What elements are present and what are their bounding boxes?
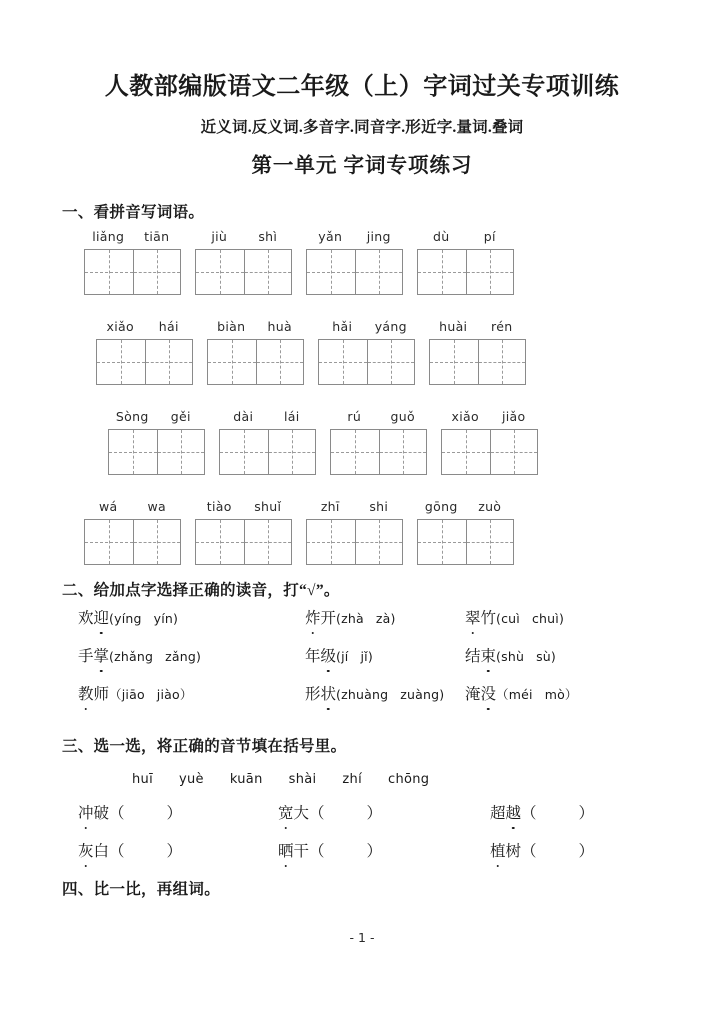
character-writing-cell[interactable]: [244, 250, 292, 294]
reading-choice-row: [0, 608, 724, 646]
character-writing-cell[interactable]: [157, 430, 205, 474]
paren-close: ): [367, 649, 373, 664]
character-writing-box-pair[interactable]: [318, 339, 415, 385]
reading-option[interactable]: zhà: [341, 611, 364, 626]
character-writing-cell[interactable]: [85, 520, 133, 564]
character-writing-box-pair[interactable]: [195, 249, 292, 295]
character-writing-box-pair[interactable]: [195, 519, 292, 565]
reading-option[interactable]: chuì: [531, 611, 559, 626]
syllable-blank-item[interactable]: [278, 841, 382, 863]
paren-open: （: [521, 805, 537, 822]
pinyin-syllable: shì: [258, 229, 278, 244]
character-writing-cell[interactable]: [133, 250, 181, 294]
paren-open: （: [109, 843, 125, 860]
reading-choice-item[interactable]: [305, 646, 373, 668]
character-writing-box-pair[interactable]: [429, 339, 526, 385]
character-writing-cell[interactable]: [220, 430, 268, 474]
character-writing-cell[interactable]: [331, 430, 379, 474]
dotted-character: 掌: [94, 646, 110, 668]
word-character: 形: [305, 686, 321, 703]
reading-option[interactable]: zǎng: [165, 649, 197, 664]
character-writing-cell[interactable]: [319, 340, 367, 384]
character-writing-box-pair[interactable]: [417, 249, 514, 295]
pinyin-syllable: tiān: [144, 229, 170, 244]
pinyin-writing-grids: [0, 228, 724, 588]
section-four-heading: 四、比一比，再组词。: [62, 881, 221, 898]
reading-options: [109, 687, 193, 702]
syllable-blank-item[interactable]: [78, 841, 182, 863]
word-character: 竹: [480, 610, 497, 627]
word-character: 大: [293, 805, 310, 822]
pinyin-label: [417, 228, 514, 246]
pinyin-word-group: [195, 228, 292, 295]
character-writing-cell[interactable]: [244, 520, 292, 564]
dotted-character: 灰: [78, 841, 94, 863]
word-character: 破: [93, 805, 110, 822]
paren-close: ）: [179, 687, 193, 702]
pinyin-word-group: [429, 318, 526, 385]
character-writing-cell[interactable]: [256, 340, 304, 384]
pinyin-label: [84, 228, 181, 246]
character-writing-cell[interactable]: [97, 340, 145, 384]
paren-open: (: [336, 687, 342, 702]
character-writing-cell[interactable]: [379, 430, 427, 474]
reading-choice-item[interactable]: [78, 608, 178, 630]
pinyin-syllable: wa: [147, 499, 166, 514]
reading-choice-item[interactable]: [465, 646, 556, 668]
character-writing-cell[interactable]: [355, 250, 403, 294]
paren-close: ): [558, 611, 565, 626]
pinyin-label: [441, 408, 538, 426]
pinyin-word-group: [84, 498, 181, 565]
word-character: 淹: [465, 686, 481, 703]
section-one-heading: 一、看拼音写词语。: [62, 204, 205, 221]
pinyin-label: [318, 318, 415, 336]
pinyin-grid-row: [0, 318, 724, 408]
pinyin-word-group: [306, 498, 403, 565]
character-writing-cell[interactable]: [196, 520, 244, 564]
paren-close: ): [196, 649, 202, 664]
pinyin-label: [306, 228, 403, 246]
pinyin-syllable: biàn: [217, 319, 246, 334]
syllable-blank-row: [0, 841, 724, 879]
paren-close: ): [173, 611, 179, 626]
reading-choice-item[interactable]: [305, 684, 444, 706]
syllable-blank-item[interactable]: [278, 803, 382, 825]
reading-option[interactable]: yíng: [114, 611, 142, 626]
dotted-character: 宽: [278, 803, 294, 825]
pinyin-syllable: gōng: [424, 499, 458, 514]
pinyin-word-group: [330, 408, 427, 475]
character-writing-cell[interactable]: [355, 520, 403, 564]
pinyin-syllable: zhī: [320, 499, 340, 514]
pinyin-word-group: [108, 408, 205, 475]
pinyin-syllable: rú: [347, 409, 362, 424]
syllable-blank-item[interactable]: [490, 841, 594, 863]
pinyin-syllable: dù: [433, 229, 450, 244]
pinyin-word-group: [96, 318, 193, 385]
reading-option[interactable]: cuì: [501, 611, 520, 626]
dotted-character: 教: [78, 684, 94, 706]
reading-options: [109, 649, 201, 664]
page-subtitle: 近义词.反义词.多音字.同音字.形近字.量词.叠词: [200, 119, 524, 136]
pinyin-syllable: tiào: [206, 499, 232, 514]
pinyin-syllable: dài: [233, 409, 254, 424]
character-writing-cell[interactable]: [478, 340, 526, 384]
pinyin-label: [429, 318, 526, 336]
paren-open: (: [496, 649, 502, 664]
syllable-blank-item[interactable]: [78, 803, 182, 825]
character-writing-cell[interactable]: [196, 250, 244, 294]
word-character: 干: [293, 843, 310, 860]
pinyin-label: [195, 228, 292, 246]
pinyin-label: [306, 498, 403, 516]
character-writing-cell[interactable]: [466, 520, 514, 564]
answer-blank[interactable]: [309, 805, 382, 822]
character-writing-cell[interactable]: [466, 250, 514, 294]
dotted-character: 冲: [78, 803, 94, 825]
pinyin-syllable: liǎng: [92, 229, 125, 244]
character-writing-cell[interactable]: [367, 340, 415, 384]
paren-open: （: [496, 687, 509, 702]
character-writing-cell[interactable]: [418, 250, 466, 294]
paren-close: ）: [578, 805, 595, 822]
pinyin-syllable: shi: [369, 499, 389, 514]
reading-option[interactable]: jí: [341, 649, 349, 664]
paren-open: （: [109, 805, 125, 822]
reading-option[interactable]: shù: [501, 649, 525, 664]
character-writing-box-pair[interactable]: [306, 249, 403, 295]
pinyin-syllable: xiǎo: [451, 409, 479, 424]
character-writing-box-pair[interactable]: [96, 339, 193, 385]
character-writing-box-pair[interactable]: [417, 519, 514, 565]
syllable-option[interactable]: zhí: [342, 772, 362, 787]
pinyin-syllable: jiǎo: [502, 409, 526, 424]
pinyin-syllable: jing: [366, 229, 391, 244]
word-character: 树: [505, 843, 522, 860]
pinyin-word-group: [84, 228, 181, 295]
answer-blank[interactable]: [309, 843, 382, 860]
reading-choice-item[interactable]: [305, 608, 396, 630]
word-character: 师: [93, 686, 110, 703]
character-writing-cell[interactable]: [490, 430, 538, 474]
unit-title: 第一单元 字词专项练习: [251, 155, 473, 177]
pinyin-syllable: wá: [99, 499, 118, 514]
pinyin-label: [108, 408, 205, 426]
pinyin-syllable: yáng: [374, 319, 407, 334]
pinyin-word-group: [318, 318, 415, 385]
section-three-heading: 三、选一选，将正确的音节填在括号里。: [62, 738, 347, 755]
pinyin-syllable: guǒ: [390, 409, 415, 424]
paren-close: ）: [166, 843, 183, 860]
pinyin-label: [330, 408, 427, 426]
paren-open: (: [336, 649, 342, 664]
paren-close: ）: [366, 843, 383, 860]
character-writing-cell[interactable]: [109, 430, 157, 474]
paren-open: (: [496, 611, 502, 626]
dotted-character: 晒: [278, 841, 294, 863]
character-writing-cell[interactable]: [268, 430, 316, 474]
syllable-blank-row: [0, 803, 724, 841]
pinyin-label: [84, 498, 181, 516]
paren-close: ）: [564, 687, 578, 702]
pinyin-syllable: huà: [267, 319, 292, 334]
reading-option[interactable]: zà: [375, 611, 391, 626]
pinyin-word-group: [207, 318, 304, 385]
reading-options: [109, 611, 178, 626]
syllable-option[interactable]: yuè: [179, 772, 204, 787]
word-character: 年: [305, 648, 321, 665]
reading-option[interactable]: jiào: [156, 687, 180, 702]
dotted-character: 炸: [305, 608, 321, 630]
pinyin-grid-row: [0, 228, 724, 318]
reading-option[interactable]: zuàng: [400, 687, 440, 702]
dotted-character: 翠: [465, 608, 481, 630]
dotted-character: 级: [321, 646, 337, 668]
answer-blank[interactable]: [109, 843, 182, 860]
reading-option[interactable]: jiāo: [121, 687, 145, 702]
paren-open: （: [109, 687, 122, 702]
pinyin-syllable: rén: [491, 319, 513, 334]
paren-close: ）: [366, 805, 383, 822]
reading-option[interactable]: zhǎng: [114, 649, 154, 664]
reading-options: [496, 687, 578, 702]
pinyin-label: [219, 408, 316, 426]
dotted-character: 束: [481, 646, 497, 668]
reading-options: [336, 649, 373, 664]
dotted-character: 状: [321, 684, 337, 706]
pinyin-grid-row: [0, 408, 724, 498]
syllable-option[interactable]: shài: [288, 772, 317, 787]
character-writing-cell[interactable]: [307, 520, 355, 564]
pinyin-syllable: gěi: [170, 409, 191, 424]
paren-close: ）: [166, 805, 183, 822]
reading-options: [496, 649, 556, 664]
dotted-character: 没: [481, 684, 497, 706]
reading-options: [496, 611, 564, 626]
pinyin-word-group: [306, 228, 403, 295]
syllable-blank-item[interactable]: [490, 803, 594, 825]
pinyin-label: [207, 318, 304, 336]
paren-open: （: [309, 805, 325, 822]
dotted-character: 植: [490, 841, 506, 863]
pinyin-word-group: [441, 408, 538, 475]
answer-blank[interactable]: [521, 805, 594, 822]
pinyin-label: [195, 498, 292, 516]
reading-choice-item[interactable]: [465, 684, 578, 706]
pinyin-word-group: [219, 408, 316, 475]
reading-option[interactable]: zhuàng: [341, 687, 389, 702]
pinyin-word-group: [195, 498, 292, 565]
paren-close: ): [390, 611, 396, 626]
character-writing-cell[interactable]: [418, 520, 466, 564]
word-character: 超: [490, 805, 506, 822]
pinyin-syllable: hái: [158, 319, 179, 334]
syllable-option[interactable]: kuān: [229, 772, 263, 787]
reading-choice-list: [0, 608, 724, 722]
word-character: 欢: [78, 610, 94, 627]
syllable-option[interactable]: chōng: [388, 772, 430, 787]
page-title: 人教部编版语文二年级（上）字词过关专项训练: [104, 74, 620, 100]
pinyin-syllable: huài: [439, 319, 468, 334]
word-character: 白: [93, 843, 110, 860]
pinyin-syllable: jiù: [211, 229, 228, 244]
character-writing-cell[interactable]: [145, 340, 193, 384]
pinyin-syllable: lái: [283, 409, 300, 424]
character-writing-box-pair[interactable]: [330, 429, 427, 475]
pinyin-label: [417, 498, 514, 516]
paren-open: (: [109, 649, 115, 664]
paren-open: （: [309, 843, 325, 860]
character-writing-cell[interactable]: [442, 430, 490, 474]
dotted-character: 越: [506, 803, 522, 825]
syllable-bank: [0, 772, 724, 787]
page-number: - 1 -: [349, 930, 375, 945]
pinyin-syllable: shuǐ: [254, 499, 282, 514]
character-writing-box-pair[interactable]: [441, 429, 538, 475]
paren-close: ): [439, 687, 445, 702]
reading-option[interactable]: sù: [536, 649, 551, 664]
pinyin-syllable: hǎi: [332, 319, 353, 334]
pinyin-syllable: xiǎo: [106, 319, 134, 334]
paren-open: (: [109, 611, 115, 626]
pinyin-syllable: Sòng: [115, 409, 149, 424]
dotted-character: 迎: [94, 608, 110, 630]
reading-choice-item[interactable]: [78, 684, 193, 706]
reading-options: [336, 611, 396, 626]
reading-option[interactable]: méi: [508, 687, 533, 702]
section-two-heading: 二、给加点字选择正确的读音，打“√”。: [62, 582, 340, 599]
reading-choice-item[interactable]: [465, 608, 564, 630]
character-writing-cell[interactable]: [208, 340, 256, 384]
paren-close: ）: [578, 843, 595, 860]
syllable-blank-list: [0, 803, 724, 879]
word-character: 开: [320, 610, 337, 627]
reading-choice-item[interactable]: [78, 646, 201, 668]
paren-open: （: [521, 843, 537, 860]
reading-choice-row: [0, 646, 724, 684]
character-writing-box-pair[interactable]: [84, 519, 181, 565]
character-writing-box-pair[interactable]: [108, 429, 205, 475]
character-writing-box-pair[interactable]: [84, 249, 181, 295]
character-writing-box-pair[interactable]: [306, 519, 403, 565]
reading-option[interactable]: mò: [544, 687, 565, 702]
pinyin-label: [96, 318, 193, 336]
character-writing-cell[interactable]: [133, 520, 181, 564]
pinyin-word-group: [417, 228, 514, 295]
pinyin-grid-row: [0, 498, 724, 588]
reading-options: [336, 687, 444, 702]
answer-blank[interactable]: [109, 805, 182, 822]
pinyin-word-group: [417, 498, 514, 565]
reading-choice-row: [0, 684, 724, 722]
reading-option[interactable]: yín: [153, 611, 174, 626]
character-writing-cell[interactable]: [85, 250, 133, 294]
word-character: 手: [78, 648, 94, 665]
character-writing-box-pair[interactable]: [207, 339, 304, 385]
character-writing-box-pair[interactable]: [219, 429, 316, 475]
paren-open: (: [336, 611, 342, 626]
answer-blank[interactable]: [521, 843, 594, 860]
paren-close: ): [550, 649, 556, 664]
pinyin-syllable: yǎn: [318, 229, 343, 244]
word-character: 结: [465, 648, 481, 665]
character-writing-cell[interactable]: [430, 340, 478, 384]
pinyin-syllable: zuò: [478, 499, 502, 514]
pinyin-syllable: pí: [483, 229, 496, 244]
syllable-option[interactable]: huī: [132, 772, 153, 787]
character-writing-cell[interactable]: [307, 250, 355, 294]
reading-option[interactable]: jǐ: [360, 649, 368, 664]
